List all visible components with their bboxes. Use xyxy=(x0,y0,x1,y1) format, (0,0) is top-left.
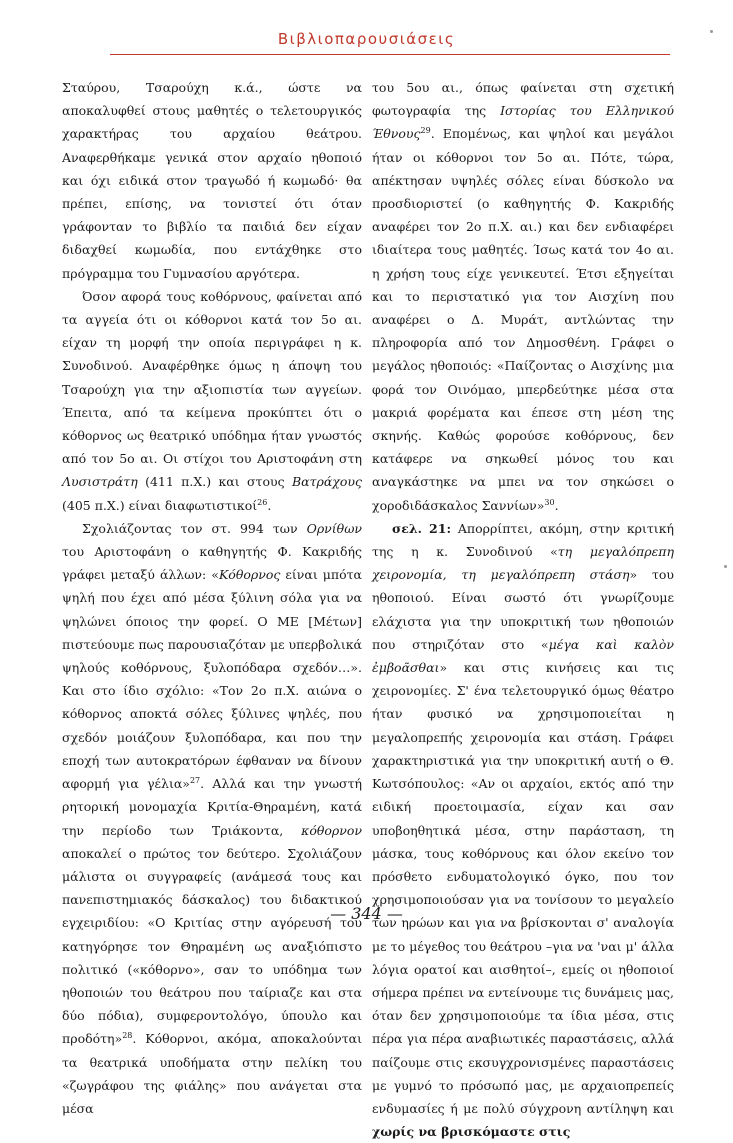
text-run: » του ηθοποιού. Είναι σωστό ότι γνωρίζουμε ελάχιστα για την υποκριτική των ηθοποιών που στηριζόταν στο « xyxy=(372,567,674,652)
work-title: Ιστορίας του Ελληνικού Έθνους xyxy=(372,103,674,142)
emphasis: Κόθορνος xyxy=(218,567,281,583)
left-column xyxy=(62,76,362,1120)
work-title: Ορνίθων xyxy=(306,520,362,536)
text-run: του Αριστοφάνη ο καθηγητής Φ. Κακριδής γράφει μεταξύ άλλων: « xyxy=(62,544,362,583)
text-run: . Αλλά και την γνωστή ρητορική μονομαχία Κριτία-Θηραμένη, κατά την περίοδο των Τριάκοντα, xyxy=(62,776,362,838)
scan-speck xyxy=(724,565,727,568)
text-run: » και στις κινήσεις και τις χειρονομίες. Σ' ένα τελετουργικό όμως θέατρο ήταν φυσικό να χρησιμοποιείται η μεγαλοπρεπής χειρονομία και στάση. Γράφει χαρακτηριστικά για την υποκριτική αυτή ο Θ. Κωτσόπουλος: «Αν οι αρχαίοι, εκτός από την ειδική προετοιμασία, είχαν και σαν υποβοηθητικά μέσα, στην παράσταση, τη μάσκα, τους κοθόρνους και όλον εκείνο τον πρόσθετο ενδυματολογικό όγκο, που τον χρησιμοποιούσαν για να τονίσουν το μεγαλείο των ηρώων και για να βρίσκονται σ' αναλογία με το μέγεθος του θεάτρου –για να 'ναι μ' άλλα λόγια ορατοί και αισθητοί–, εμείς οι ηθοποιοί σήμερα πρέπει να εντείνουμε τις δυνάμεις μας, όταν δεν χρησιμοποιούμε τα ίδια μέσα, στις πέρα για πέρα αναβιωτικές παραστάσεις, αλλά παίζουμε στις εκσυγχρονισμένες παραστάσεις με γυμνό το πρόσωπό μας, με αρχαιοπρεπείς ενδυμασίες ή με πολύ σύγχρονη αντίληψη και xyxy=(372,660,674,1116)
text-run: Σταύρου, Τσαρούχη κ.ά., ώστε να αποκαλυφθεί στους μαθητές ο τελετουργικός χαρακτήρας του αρχαίου θεάτρου. Αναφερθήκαμε γενικά στον αρχαίο ηθοποιό και όχι ειδικά στον τραγωδό ή κωμωδό· θα πρέπει, επίσης, να τονιστεί ότι όταν γράφονταν το βιβλίο τα παιδιά δεν είχαν διδαχθεί κωμωδία, που εντάχθηκε στο πρόγραμμα του Γυμνασίου αργότερα. xyxy=(62,80,362,281)
paragraph xyxy=(372,76,674,517)
emphasis: κόθορνον xyxy=(301,822,362,838)
header-rule xyxy=(110,54,670,55)
bold-text: χωρίς να βρισκόμαστε στις xyxy=(372,1124,571,1140)
paragraph xyxy=(62,76,362,285)
quotation: μέγα καὶ καλὸν ἐμβοᾶσθαι xyxy=(372,636,674,676)
footnote-marker: 30 xyxy=(544,497,555,507)
paragraph xyxy=(62,517,362,1120)
text-run: του 5ου αι., όπως φαίνεται στη σχετική φωτογραφία της xyxy=(372,80,674,119)
text-run: Σχολιάζοντας τον στ. 994 των xyxy=(82,520,307,536)
text-run: . xyxy=(267,497,272,513)
text-run: αποκαλεί ο πρώτος τον δεύτερο. Σχολιάζουν μάλιστα οι συγγραφείς (ανάμεσά τους και πανεπιστημιακός δάσκαλος) του διδακτικού εγχειριδίου: «Ο Κριτίας στην αγόρευσή του κατηγόρησε τον Θηραμένη ως αναξιόπιστο πολιτικό («κόθορνο», σαν το υπόδημα των ηθοποιών του θεάτρου που ταίριαζε και στα δύο πόδια), συμφεροντολόγο, ύπουλο και προδότη» xyxy=(62,845,362,1047)
text-run: Απορρίπτει, ακόμη, στην κριτική της η κ. Συνοδινού « xyxy=(372,520,675,560)
footnote-marker: 29 xyxy=(420,126,431,136)
paragraph xyxy=(62,285,362,517)
paragraph xyxy=(372,517,674,1143)
text-run: είναι μπότα ψηλή που έχει από μέσα ξύλινη σόλα για να ψηλώνει όποιος την φορεί. Ο ΜΕ [Μέτων] πιστεύουμε πως παρουσιαζόταν με υπερβολικά ψηλούς κοθόρνους, ξυλοπόδαρα σχεδόν…». Και στο ίδιο σχόλιο: «Τον 2ο π.Χ. αιώνα ο κόθορνος αποκτά σόλες ξύλινες ψηλές, που σχεδόν μοιάζουν ξυλοπόδαρα, και που την εποχή των αυτοκρατόρων έφθαναν να δίνουν αφορμή για γέλια» xyxy=(62,567,362,792)
text-run: Όσον αφορά τους κοθόρνους, φαίνεται από τα αγγεία ότι οι κόθορνοι κατά τον 5ο αι. είχαν τη μορφή την οποία περιγράφει η κ. Συνοδινού. Αναφέρθηκε όμως η άποψη του Τσαρούχη για την αξιοπιστία των αγγείων. Έπειτα, από τα κείμενα προκύπτει ότι ο κόθορνος ως θεατρικό υπόδημα ήταν γνωστός από τον 5ο αι. Οι στίχοι του Αριστοφάνη στη xyxy=(62,288,362,467)
text-run: (405 π.Χ.) είναι διαφωτιστικοί xyxy=(62,497,258,513)
text-run: . Κόθορνοι, ακόμα, αποκαλούνται τα θεατρικά υποδήματα στην πελίκη του «ζωγράφου της φιάλης» που ανάγεται στα μέσα xyxy=(62,1031,362,1116)
quotation: τη μεγαλόπρεπη χειρονομία, τη μεγαλόπρεπη στάση xyxy=(372,544,674,583)
text-run: . xyxy=(554,497,559,513)
text-run: . Επομένως, και ψηλοί και μεγάλοι ήταν οι κόθορνοι τον 5ο αι. Πότε, τώρα, απέκτησαν υψηλές σόλες είναι δύσκολο να προσδιοριστεί (ο καθηγητής Φ. Κακριδής αναφέρει τον 2ο π.Χ. αι.) και δεν ενδιαφέρει ιδιαίτερα τους μαθητές. Ίσως κατά τον 4ο αι. η χρήση τους είχε γενικευτεί. Έτσι εξηγείται και το περιστατικό για τον Αισχίνη που αναφέρει ο Δ. Μυράτ, αντλώντας την πληροφορία από τον Δημοσθένη. Γράφει ο μεγάλος ηθοποιός: «Παίζοντας ο Αισχίνης μια φορά τον Οινόμαο, μπερδεύτηκε μέσα στα μακριά φορέματα και έπεσε στη μέση της σκηνής. Καθώς φορούσε κοθόρνους, δεν κατάφερε να σηκωθεί μόνος του και αναγκάστηκε να μπει να τον σηκώσει ο χοροδιδάσκαλος Σαννίων» xyxy=(372,126,674,513)
footnote-marker: 28 xyxy=(122,1031,133,1041)
section-lead: σελ. 21: xyxy=(392,520,452,536)
text-run: (411 π.Χ.) και στους xyxy=(137,474,292,490)
footnote-marker: 26 xyxy=(257,497,268,507)
running-header: Βιβλιοπαρουσιάσεις xyxy=(277,30,456,48)
work-title: Λυσιστράτη xyxy=(62,474,138,490)
right-column xyxy=(372,76,674,1143)
scan-speck xyxy=(710,30,713,33)
footnote-marker: 27 xyxy=(189,775,201,785)
page-number: — 344 — xyxy=(330,904,403,923)
work-title: Βατράχους xyxy=(291,474,362,490)
